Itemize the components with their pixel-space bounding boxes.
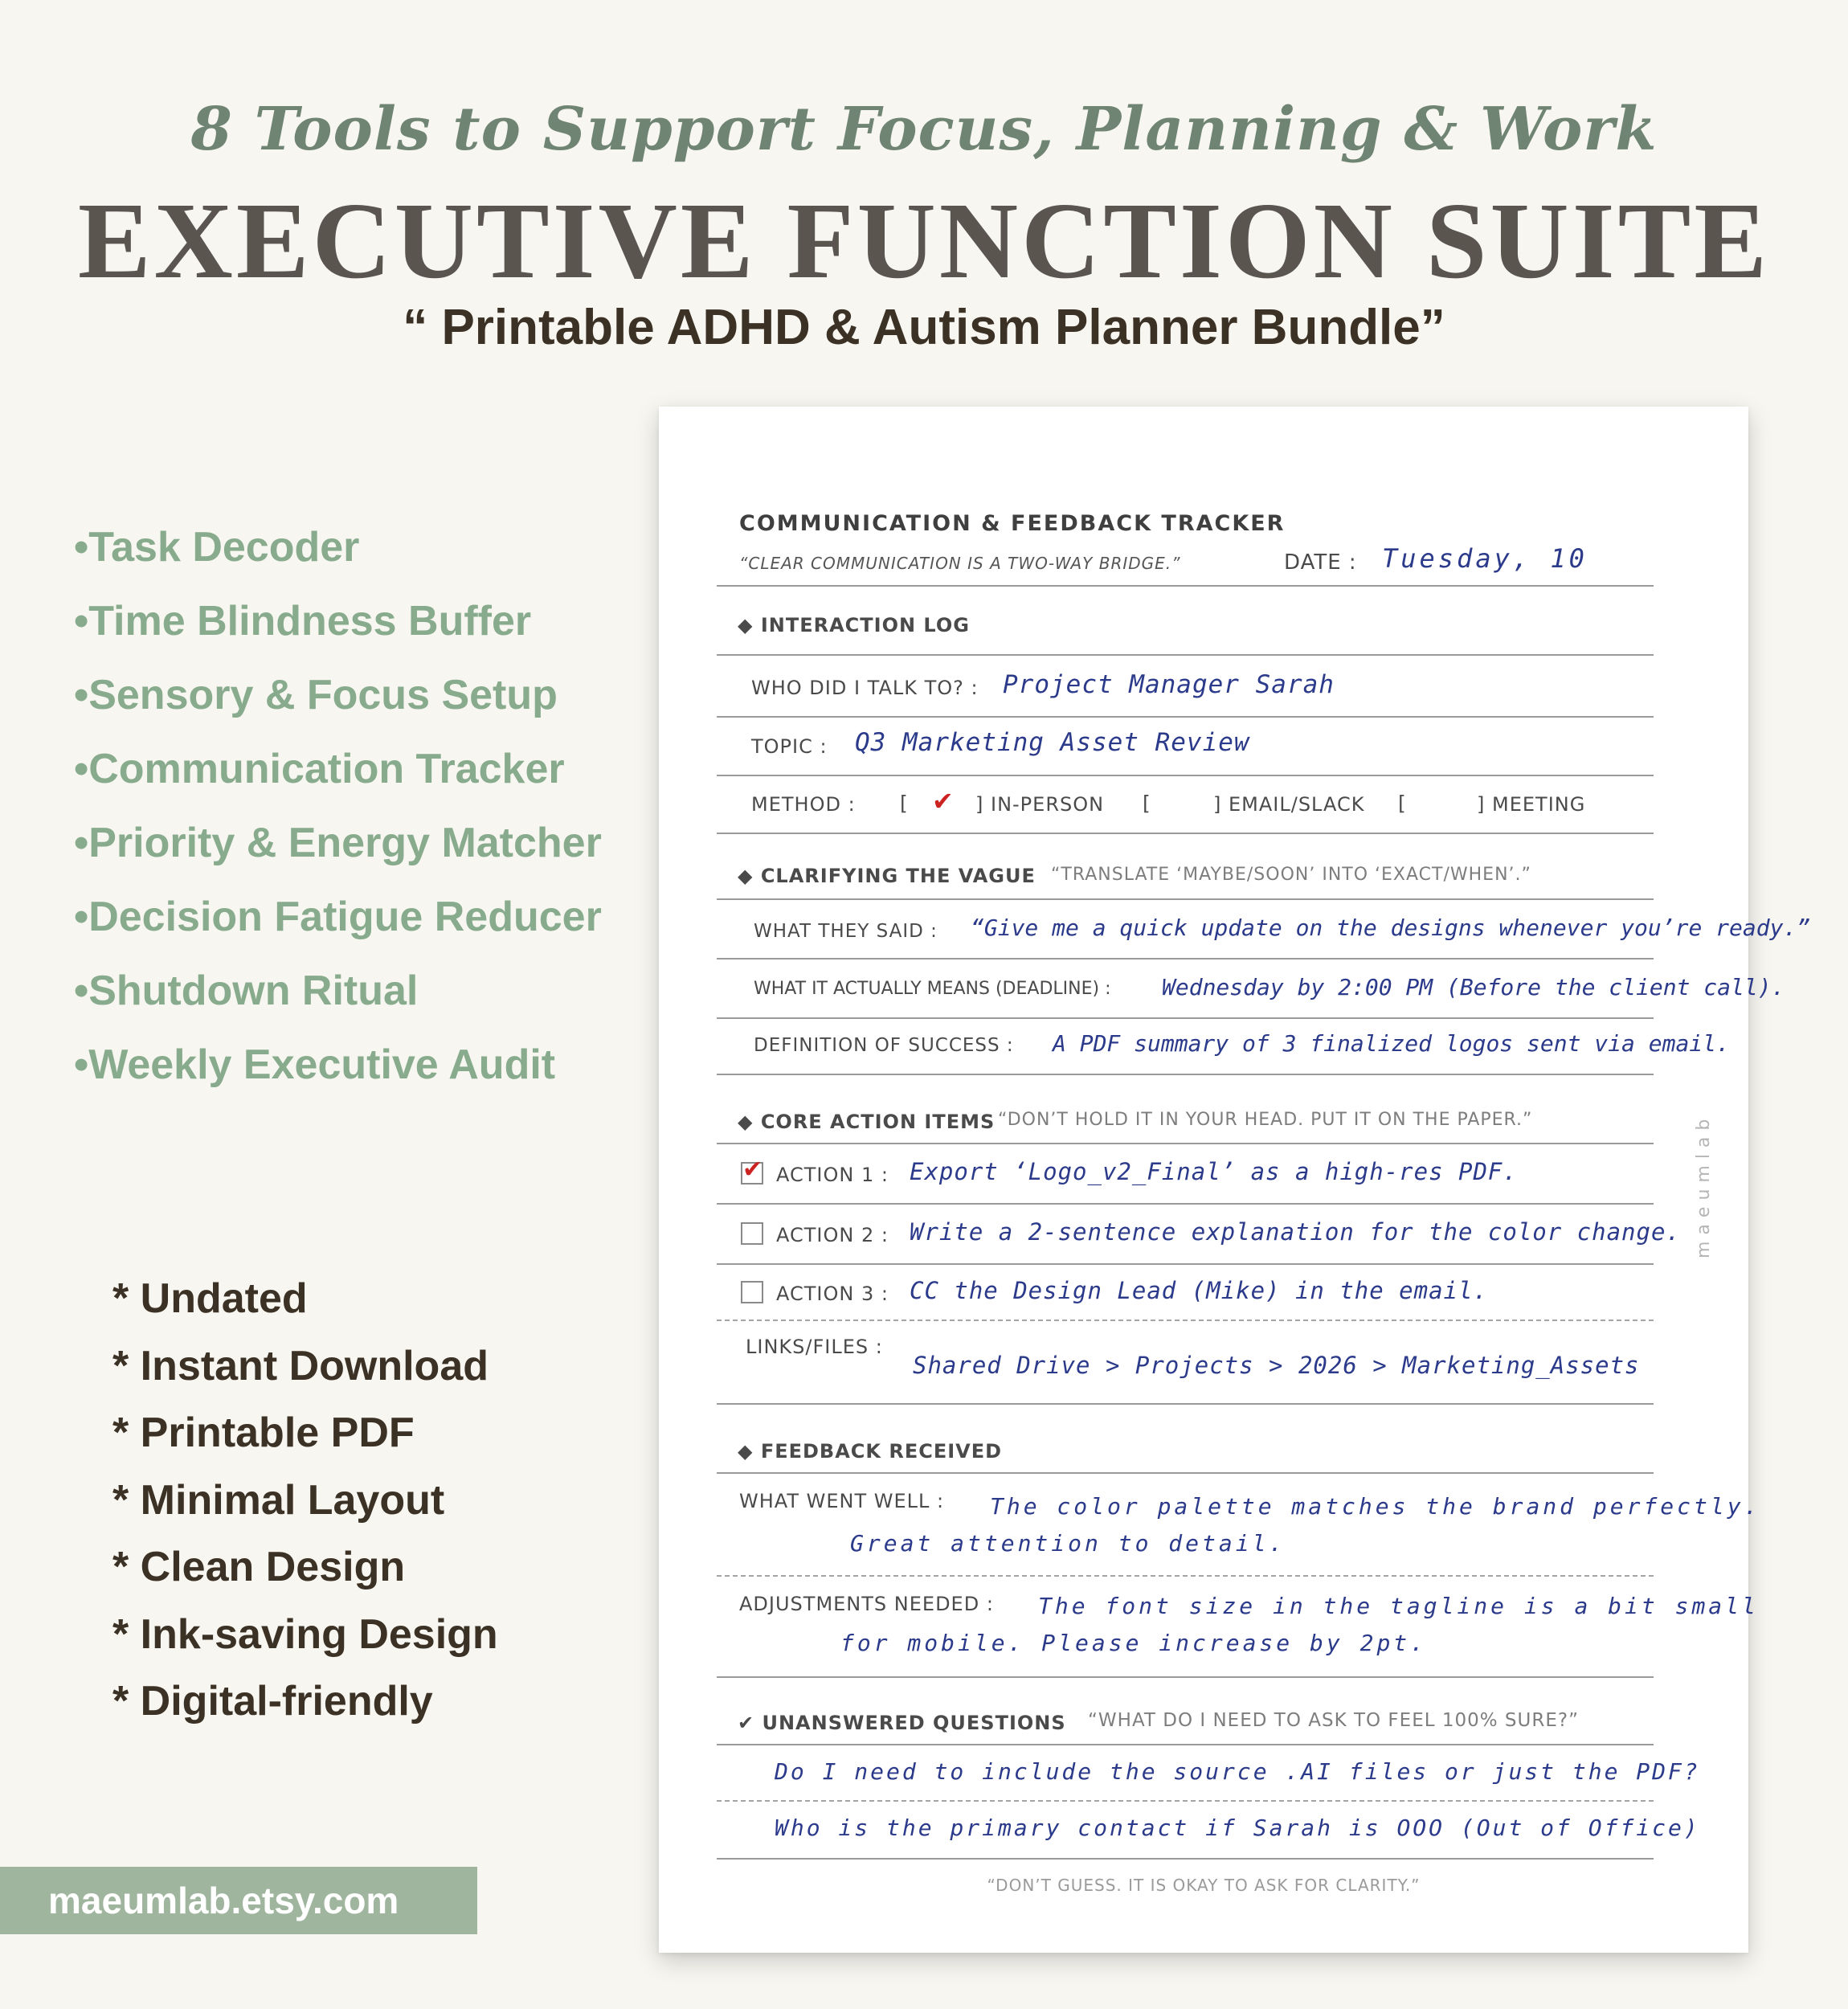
action-label: ACTION 2 : [776, 1224, 889, 1246]
tool-item: •Communication Tracker [74, 746, 565, 792]
divider [717, 1320, 1654, 1321]
action-checkbox[interactable] [741, 1281, 763, 1303]
sheet-motto: “CLEAR COMMUNICATION IS A TWO-WAY BRIDGE.” [739, 554, 1181, 573]
divider [717, 1744, 1654, 1745]
questions-heading: ✔ UNANSWERED QUESTIONS [738, 1712, 1066, 1734]
said-value[interactable]: “Give me a quick update on the designs whenever you’re ready.” [971, 914, 1811, 941]
tool-item: •Sensory & Focus Setup [74, 672, 558, 718]
actions-heading: ◆ CORE ACTION ITEMS [738, 1111, 996, 1133]
action-label: ACTION 1 : [776, 1164, 889, 1186]
method-bracket-open: [ [1143, 792, 1151, 815]
divider [717, 1800, 1654, 1802]
adjustments-line-2[interactable]: for mobile. Please increase by 2pt. [840, 1630, 1428, 1656]
divider [717, 1472, 1654, 1474]
divider [717, 1017, 1654, 1019]
divider [717, 585, 1654, 587]
links-value[interactable]: Shared Drive > Projects > 2026 > Marketing_Assets [913, 1352, 1640, 1379]
method-option-in-person[interactable]: ] IN-PERSON [975, 793, 1105, 816]
interaction-heading: ◆ INTERACTION LOG [738, 614, 970, 636]
feature-item: * Digital-friendly [112, 1678, 433, 1725]
tool-item: •Time Blindness Buffer [74, 598, 532, 644]
went-well-line-2[interactable]: Great attention to detail. [850, 1530, 1286, 1557]
divider [717, 775, 1654, 776]
feature-item: * Instant Download [112, 1342, 489, 1389]
method-option-email-slack[interactable]: ] EMAIL/SLACK [1213, 793, 1365, 816]
check-icon: ✔ [742, 1156, 763, 1184]
topic-label: TOPIC : [751, 735, 828, 758]
went-well-line-1[interactable]: The color palette matches the brand perfectly. [990, 1493, 1761, 1520]
footer-quote: “DON’T GUESS. IT IS OKAY TO ASK FOR CLARITY.” [987, 1876, 1421, 1895]
product-subtitle: 8 Tools to Support Focus, Planning & Work [190, 95, 1658, 164]
divider [717, 1403, 1654, 1405]
divider [717, 898, 1654, 900]
date-value: Tuesday, 10 [1382, 543, 1588, 574]
divider [717, 1575, 1654, 1577]
question-item[interactable]: Do I need to include the source .AI files or just the PDF? [775, 1758, 1700, 1785]
means-value[interactable]: Wednesday by 2:00 PM (Before the client call). [1162, 974, 1785, 1000]
method-option-meeting[interactable]: ] MEETING [1477, 793, 1586, 816]
success-label: DEFINITION OF SUCCESS : [754, 1035, 1014, 1056]
feedback-heading: ◆ FEEDBACK RECEIVED [738, 1440, 1003, 1463]
feature-item: * Ink-saving Design [112, 1610, 498, 1658]
features-list [112, 1266, 498, 1737]
divider [717, 1143, 1654, 1144]
success-value[interactable]: A PDF summary of 3 finalized logos sent via email. [1053, 1030, 1730, 1057]
feature-item: * Printable PDF [112, 1410, 415, 1456]
tool-item: •Task Decoder [74, 524, 360, 571]
who-value[interactable]: Project Manager Sarah [1003, 670, 1335, 699]
planner-sheet [659, 407, 1811, 1953]
tool-item: •Priority & Energy Matcher [74, 820, 602, 866]
clarify-quote: “TRANSLATE ‘MAYBE/SOON’ INTO ‘EXACT/WHEN’.” [1051, 865, 1531, 885]
sheet-title: COMMUNICATION & FEEDBACK TRACKER [739, 511, 1286, 536]
product-tagline: “ Printable ADHD & Autism Planner Bundle” [403, 300, 1445, 355]
went-well-label: WHAT WENT WELL : [739, 1490, 945, 1512]
divider [717, 716, 1654, 718]
check-icon[interactable]: ✔ [932, 786, 954, 816]
divider [717, 1203, 1654, 1205]
tool-item: •Weekly Executive Audit [74, 1041, 556, 1088]
action-value[interactable]: Export ‘Logo_v2_Final’ as a high-res PDF. [910, 1158, 1518, 1185]
divider [717, 1858, 1654, 1860]
adjustments-line-1[interactable]: The font size in the tagline is a bit small [1038, 1593, 1759, 1619]
action-checkbox[interactable] [741, 1222, 763, 1245]
divider [717, 833, 1654, 834]
method-bracket-open: [ [900, 792, 908, 815]
action-value[interactable]: CC the Design Lead (Mike) in the email. [910, 1277, 1488, 1304]
feature-item: * Minimal Layout [112, 1476, 445, 1524]
who-label: WHO DID I TALK TO? : [751, 677, 979, 699]
said-label: WHAT THEY SAID : [754, 921, 938, 942]
means-label: WHAT IT ACTUALLY MEANS (DEADLINE) : [754, 979, 1111, 999]
divider [717, 654, 1654, 656]
product-title: EXECUTIVE FUNCTION SUITE [77, 181, 1771, 301]
actions-quote: “DON’T HOLD IT IN YOUR HEAD. PUT IT ON THE PAPER.” [998, 1110, 1533, 1130]
feature-item: * Undated [112, 1275, 308, 1322]
tools-list [74, 514, 602, 1106]
divider [717, 1676, 1654, 1678]
links-label: LINKS/FILES : [746, 1336, 883, 1358]
divider [717, 958, 1654, 959]
action-label: ACTION 3 : [776, 1283, 889, 1305]
question-item[interactable]: Who is the primary contact if Sarah is OOO (Out of Office) [775, 1815, 1700, 1841]
feature-item: * Clean Design [112, 1544, 406, 1590]
clarify-heading: ◆ CLARIFYING THE VAGUE [738, 865, 1036, 887]
date-label: DATE : [1284, 550, 1357, 575]
divider [717, 1074, 1654, 1075]
action-value[interactable]: Write a 2-sentence explanation for the color change. [910, 1218, 1681, 1246]
method-label: METHOD : [751, 793, 856, 816]
adjustments-label: ADJUSTMENTS NEEDED : [739, 1593, 994, 1615]
questions-quote: “WHAT DO I NEED TO ASK TO FEEL 100% SURE?” [1088, 1710, 1579, 1731]
tool-item: •Shutdown Ritual [74, 968, 419, 1014]
divider [717, 1263, 1654, 1265]
tool-item: •Decision Fatigue Reducer [74, 894, 602, 940]
topic-value[interactable]: Q3 Marketing Asset Review [855, 728, 1250, 757]
method-bracket-open: [ [1398, 792, 1406, 815]
brand-watermark: maeumlab [1694, 1112, 1714, 1258]
shop-url-badge[interactable]: maeumlab.etsy.com [0, 1867, 477, 1934]
